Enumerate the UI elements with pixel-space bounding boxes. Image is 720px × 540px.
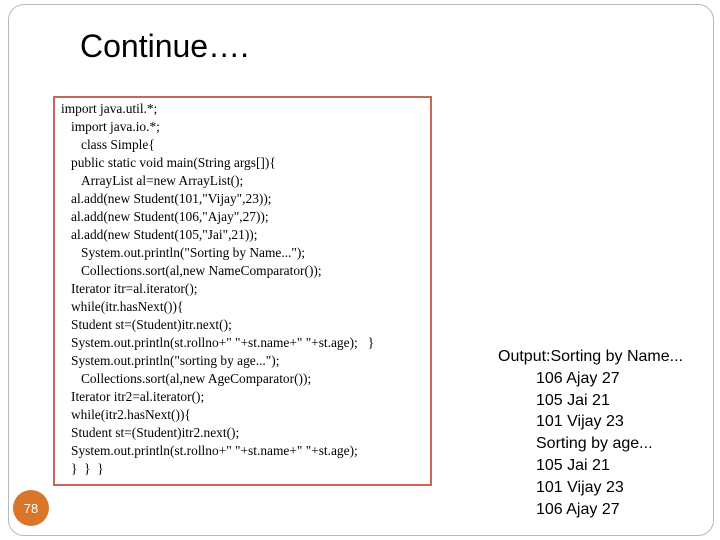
- code-line: System.out.println("Sorting by Name...");: [81, 245, 306, 260]
- code-line: System.out.println(st.rollno+" "+st.name+" "+st.age);: [71, 443, 358, 458]
- code-line: Iterator itr=al.iterator();: [71, 281, 198, 296]
- output-line: 106 Ajay 27: [536, 500, 620, 518]
- page-number: 78: [23, 500, 39, 516]
- code-line: class Simple{: [81, 137, 155, 152]
- code-line: System.out.println(st.rollno+" "+st.name+" "+st.age); }: [71, 335, 375, 350]
- code-line: al.add(new Student(101,"Vijay",23));: [71, 191, 272, 206]
- code-line: } } }: [71, 461, 104, 476]
- slide-title: Continue….: [80, 28, 249, 64]
- code-line: public static void main(String args[]){: [71, 155, 276, 170]
- code-line: import java.io.*;: [71, 119, 160, 134]
- output-line: 101 Vijay 23: [536, 413, 624, 431]
- code-line: while(itr2.hasNext()){: [71, 407, 191, 422]
- page-number-badge: [13, 490, 49, 526]
- code-lines: [55, 100, 430, 478]
- code-line: Collections.sort(al,new AgeComparator());: [81, 371, 312, 386]
- output-line: 105 Jai 21: [536, 391, 610, 409]
- code-line: ArrayList al=new ArrayList();: [81, 173, 244, 188]
- output-line: Sorting by age...: [536, 435, 653, 453]
- output-line: Output:Sorting by Name...: [498, 348, 683, 365]
- code-line: while(itr.hasNext()){: [71, 299, 184, 314]
- code-block: [53, 96, 432, 486]
- program-output: [498, 346, 683, 520]
- code-line: System.out.println("sorting by age...");: [71, 353, 280, 368]
- code-line: al.add(new Student(105,"Jai",21));: [71, 227, 258, 242]
- output-line: 105 Jai 21: [536, 456, 610, 474]
- output-line: 106 Ajay 27: [536, 369, 620, 387]
- output-line: 101 Vijay 23: [536, 478, 624, 496]
- code-line: import java.util.*;: [61, 101, 158, 116]
- code-line: Iterator itr2=al.iterator();: [71, 389, 205, 404]
- code-line: al.add(new Student(106,"Ajay",27));: [71, 209, 269, 224]
- code-line: Collections.sort(al,new NameComparator());: [81, 263, 322, 278]
- code-line: Student st=(Student)itr2.next();: [71, 425, 240, 440]
- code-line: Student st=(Student)itr.next();: [71, 317, 232, 332]
